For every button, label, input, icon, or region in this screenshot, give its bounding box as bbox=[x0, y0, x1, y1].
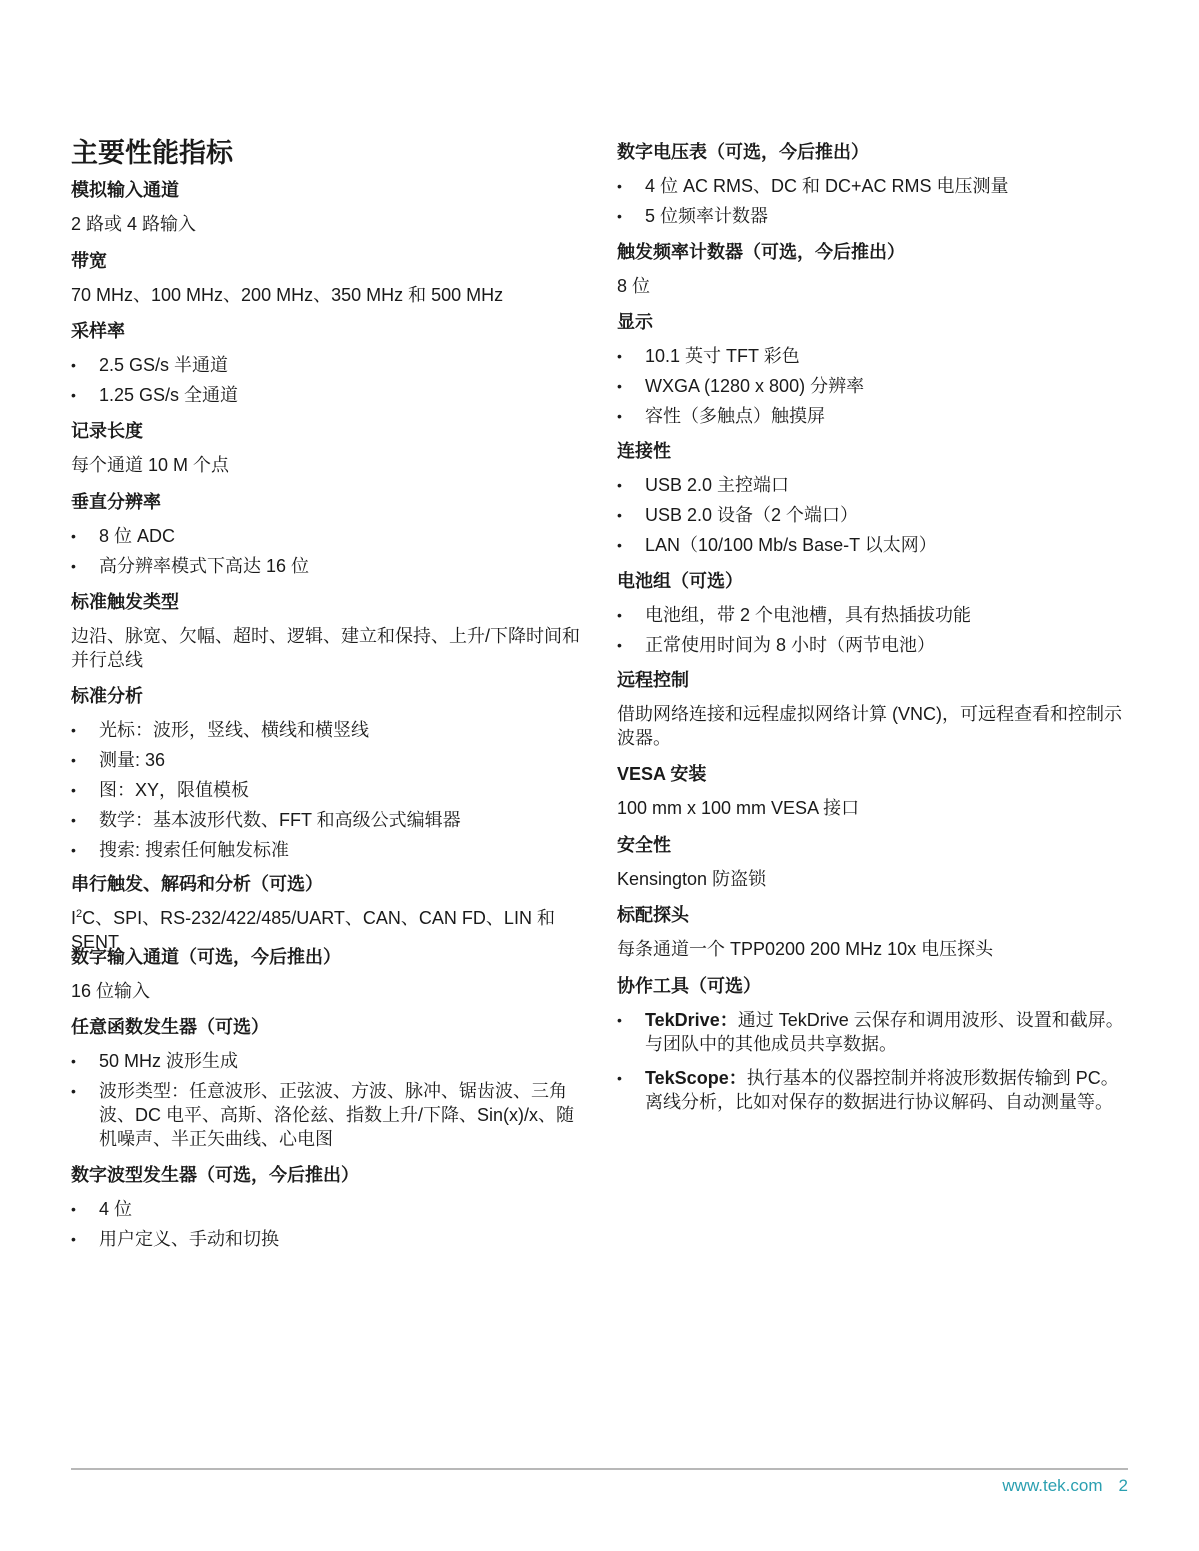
footer-divider bbox=[71, 1468, 1128, 1470]
page-title: 主要性能指标 bbox=[71, 138, 233, 168]
bullet-list bbox=[71, 1049, 581, 1151]
section-trigger-types bbox=[71, 590, 581, 672]
section-text: 16 位输入 bbox=[71, 981, 151, 1001]
list-item: • 用户定义、手动和切换 bbox=[71, 1227, 581, 1251]
list-item: • 波形类型：任意波形、正弦波、方波、脉冲、锯齿波、三角波、DC 电平、高斯、洛伦兹、指数上升/下降、Sin(x)/x、随机噪声、半正矢曲线、心电图 bbox=[71, 1079, 581, 1151]
list-item: • 测量: 36 bbox=[71, 748, 581, 772]
list-item: • 4 位 bbox=[71, 1197, 581, 1221]
footer-url[interactable]: www.tek.com bbox=[1002, 1476, 1103, 1495]
list-item: • 1.25 GS/s 全通道 bbox=[71, 383, 581, 407]
list-item: • 5 位频率计数器 bbox=[617, 204, 1127, 228]
section-heading: 垂直分辨率 bbox=[71, 492, 161, 512]
section-heading: 模拟输入通道 bbox=[71, 180, 179, 200]
section-heading: 数字波型发生器（可选，今后推出） bbox=[71, 1165, 359, 1185]
list-item: • 搜索: 搜索任何触发标准 bbox=[71, 838, 581, 862]
section-heading: 安全性 bbox=[617, 835, 671, 855]
section-heading: 标准触发类型 bbox=[71, 592, 179, 612]
section-heading: 标配探头 bbox=[617, 905, 689, 925]
section-dpg bbox=[71, 1163, 581, 1257]
list-item: • 8 位 ADC bbox=[71, 524, 581, 548]
item-text: 执行基本的仪器控制并将波形数据传输到 PC。离线分析，比如对保存的数据进行协议解码、自动测量等。 bbox=[645, 1068, 1119, 1112]
list-item: • LAN（10/100 Mb/s Base-T 以太网） bbox=[617, 533, 1127, 557]
section-analysis bbox=[71, 684, 581, 868]
section-text: 100 mm x 100 mm VESA 接口 bbox=[617, 798, 860, 818]
bullet-list bbox=[71, 718, 581, 862]
section-heading: 显示 bbox=[617, 312, 653, 332]
section-heading: 连接性 bbox=[617, 441, 671, 461]
superscript: 2 bbox=[76, 908, 83, 920]
section-battery bbox=[617, 569, 1127, 663]
section-connectivity bbox=[617, 439, 1127, 563]
section-heading: 数字电压表（可选，今后推出） bbox=[617, 142, 869, 162]
i-letter: I bbox=[71, 908, 77, 928]
list-item: • 50 MHz 波形生成 bbox=[71, 1049, 581, 1073]
section-heading: 记录长度 bbox=[71, 421, 143, 441]
section-text: 2 路或 4 路输入 bbox=[71, 214, 197, 234]
section-digital-inputs bbox=[71, 945, 581, 1003]
section-analog-inputs bbox=[71, 178, 581, 236]
list-item: • USB 2.0 设备（2 个端口） bbox=[617, 503, 1127, 527]
section-heading: 采样率 bbox=[71, 321, 125, 341]
section-afg bbox=[71, 1015, 581, 1157]
section-heading: 远程控制 bbox=[617, 670, 689, 690]
list-item: • WXGA (1280 x 800) 分辨率 bbox=[617, 374, 1127, 398]
section-heading: 串行触发、解码和分析（可选） bbox=[71, 874, 323, 894]
section-vesa bbox=[617, 762, 1127, 820]
list-item bbox=[617, 1008, 1127, 1056]
section-record-length bbox=[71, 419, 581, 477]
list-item: • 高分辨率模式下高达 16 位 bbox=[71, 554, 581, 578]
item-lead: TekDrive： bbox=[645, 1010, 738, 1030]
bullet-list bbox=[617, 1008, 1127, 1114]
section-text: 借助网络连接和远程虚拟网络计算 (VNC)，可远程查看和控制示波器。 bbox=[617, 704, 1122, 748]
footer bbox=[1002, 1476, 1128, 1496]
section-text: 边沿、脉宽、欠幅、超时、逻辑、建立和保持、上升/下降时间和并行总线 bbox=[71, 626, 580, 670]
bullet-list bbox=[71, 524, 581, 578]
section-vertical-resolution bbox=[71, 490, 581, 584]
bullet-list bbox=[617, 473, 1127, 557]
section-text: 每条通道一个 TPP0200 200 MHz 10x 电压探头 bbox=[617, 939, 994, 959]
section-heading: 任意函数发生器（可选） bbox=[71, 1017, 269, 1037]
section-heading: 协作工具（可选） bbox=[617, 976, 761, 996]
protocol-list: C、SPI、RS-232/422/485/UART、CAN、CAN FD、LIN 和 SENT bbox=[71, 908, 555, 952]
list-item: • 2.5 GS/s 半通道 bbox=[71, 353, 581, 377]
section-security bbox=[617, 833, 1127, 891]
section-heading: 数字输入通道（可选，今后推出） bbox=[71, 947, 341, 967]
section-heading: 触发频率计数器（可选，今后推出） bbox=[617, 242, 905, 262]
section-text: 每个通道 10 M 个点 bbox=[71, 455, 230, 475]
list-item: • 光标：波形，竖线、横线和横竖线 bbox=[71, 718, 581, 742]
bullet-list bbox=[71, 1197, 581, 1251]
section-text: 70 MHz、100 MHz、200 MHz、350 MHz 和 500 MHz bbox=[71, 285, 504, 305]
section-remote bbox=[617, 668, 1127, 750]
list-item bbox=[617, 1066, 1127, 1114]
section-dvm bbox=[617, 140, 1127, 234]
list-item: • 容性（多触点）触摸屏 bbox=[617, 404, 1127, 428]
bullet-list bbox=[617, 344, 1127, 428]
section-text: 8 位 bbox=[617, 276, 651, 296]
list-item: • 正常使用时间为 8 小时（两节电池） bbox=[617, 633, 1127, 657]
section-probes bbox=[617, 903, 1127, 961]
list-item: • USB 2.0 主控端口 bbox=[617, 473, 1127, 497]
item-lead: TekScope： bbox=[645, 1068, 747, 1088]
item-text: 通过 TekDrive 云保存和调用波形、设置和截屏。与团队中的其他成员共享数据。 bbox=[645, 1010, 1124, 1054]
list-item: • 数学：基本波形代数、FFT 和高级公式编辑器 bbox=[71, 808, 581, 832]
section-sample-rate bbox=[71, 319, 581, 413]
section-collab bbox=[617, 974, 1127, 1124]
section-text: Kensington 防盗锁 bbox=[617, 869, 767, 889]
bullet-list bbox=[617, 174, 1127, 228]
list-item: • 电池组，带 2 个电池槽，具有热插拔功能 bbox=[617, 603, 1127, 627]
section-display bbox=[617, 310, 1127, 434]
list-item: • 10.1 英寸 TFT 彩色 bbox=[617, 344, 1127, 368]
section-heading: VESA 安装 bbox=[617, 764, 707, 784]
section-heading: 标准分析 bbox=[71, 686, 143, 706]
list-item: • 图：XY，限值模板 bbox=[71, 778, 581, 802]
bullet-list bbox=[617, 603, 1127, 657]
list-item: • 4 位 AC RMS、DC 和 DC+AC RMS 电压测量 bbox=[617, 174, 1127, 198]
section-serial bbox=[71, 872, 581, 954]
section-heading: 带宽 bbox=[71, 251, 107, 271]
section-heading: 电池组（可选） bbox=[617, 571, 743, 591]
page-number: 2 bbox=[1118, 1476, 1128, 1495]
section-counter bbox=[617, 240, 1127, 298]
bullet-list bbox=[71, 353, 581, 407]
section-bandwidth bbox=[71, 249, 581, 307]
